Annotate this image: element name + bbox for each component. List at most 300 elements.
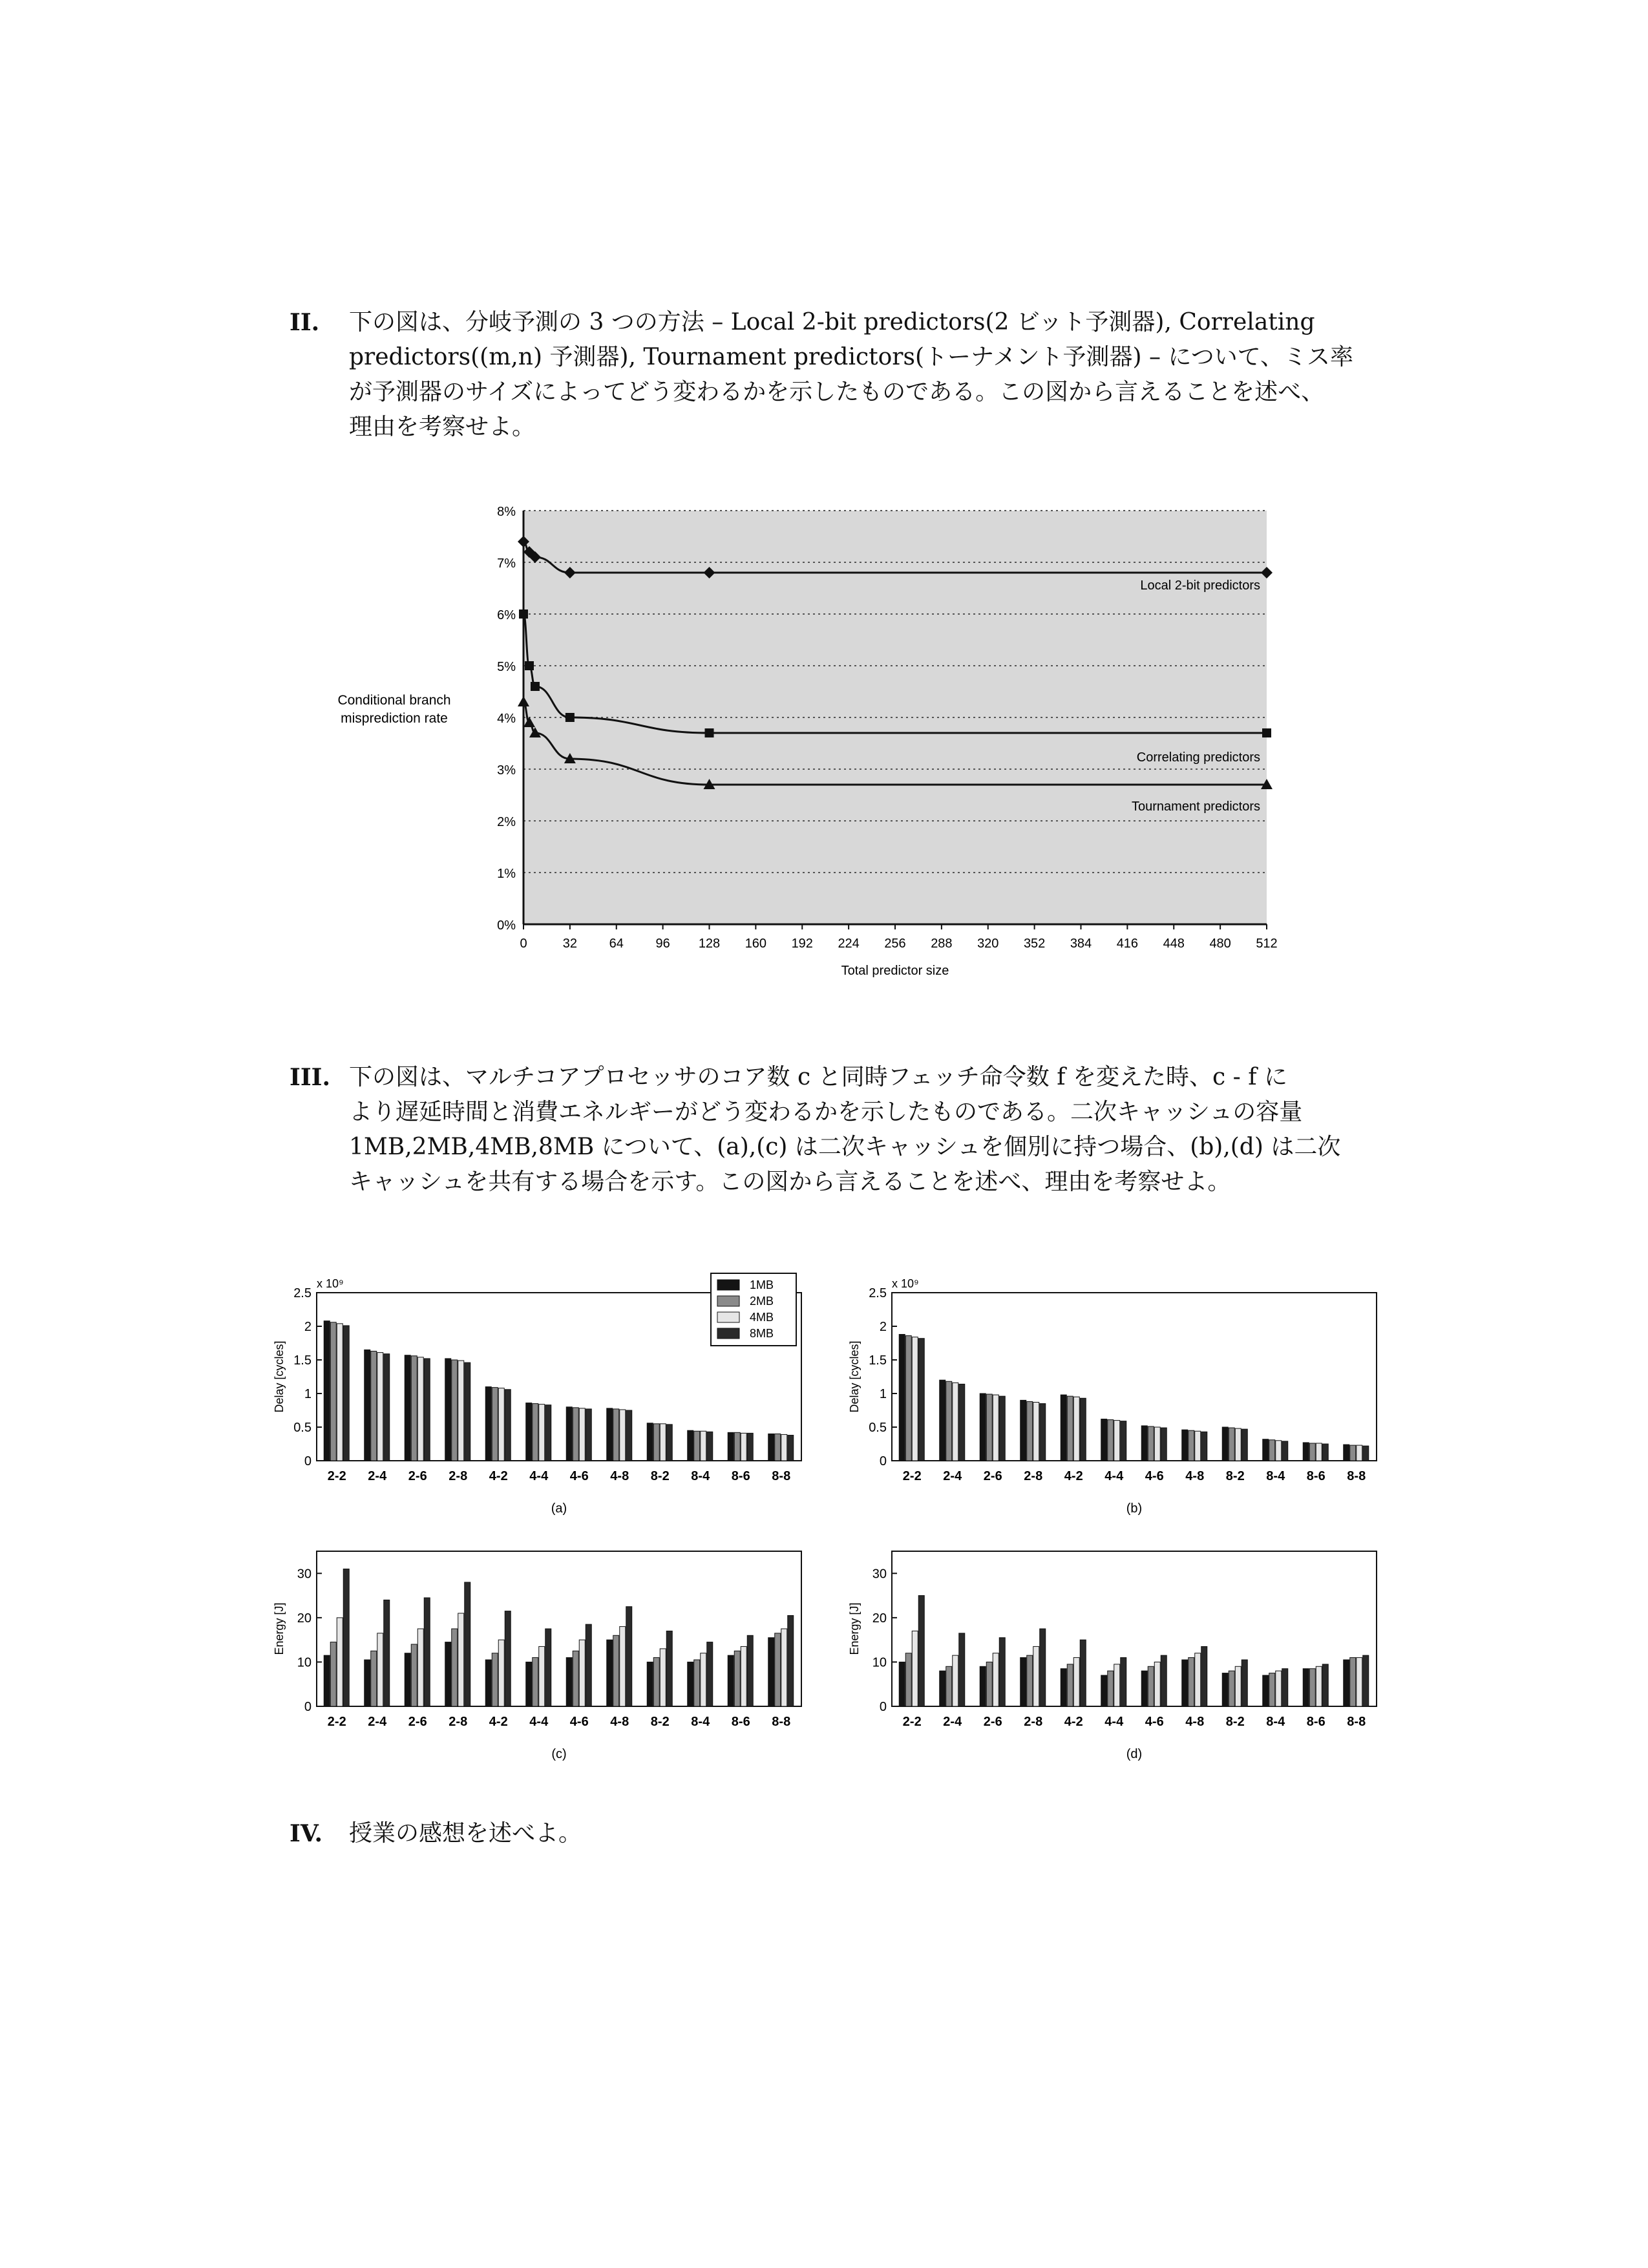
bar — [1201, 1432, 1207, 1461]
bar — [1363, 1446, 1369, 1461]
bar — [586, 1624, 591, 1706]
bar — [465, 1582, 470, 1706]
x-tick-label: 4-4 — [1104, 1469, 1124, 1483]
x-tick-label: 2-6 — [983, 1715, 1002, 1729]
bar — [1241, 1429, 1247, 1461]
bar — [666, 1425, 672, 1461]
x-tick-label: 2-4 — [943, 1469, 962, 1483]
bar — [445, 1642, 451, 1706]
legend-label: 8MB — [750, 1327, 774, 1340]
data-point — [531, 682, 540, 691]
legend-label: 4MB — [750, 1311, 774, 1324]
bar — [1033, 1403, 1039, 1461]
y-tick-label: 10 — [872, 1655, 887, 1670]
x-tick-label: 2-2 — [327, 1715, 346, 1729]
bar — [647, 1662, 653, 1706]
x-tick-label: 2-4 — [943, 1715, 962, 1729]
chart-caption: (b) — [1126, 1501, 1143, 1516]
bar — [694, 1660, 700, 1706]
legend-swatch — [717, 1328, 739, 1339]
bar — [1067, 1396, 1073, 1461]
bar — [337, 1618, 343, 1706]
bar — [485, 1387, 491, 1461]
y-tick-label: 0% — [497, 918, 516, 933]
bar — [728, 1432, 734, 1461]
bar — [539, 1404, 545, 1461]
y-tick-label: 3% — [497, 763, 516, 778]
bar — [417, 1629, 423, 1706]
y-tick-label: 20 — [872, 1611, 887, 1626]
x-tick-label: 8-2 — [650, 1469, 670, 1483]
x-tick-label: 2-8 — [1024, 1715, 1043, 1729]
bar — [1121, 1421, 1126, 1461]
bar — [688, 1430, 693, 1461]
bar — [579, 1640, 585, 1706]
bar — [1027, 1655, 1033, 1706]
bar — [647, 1423, 653, 1461]
legend-swatch — [717, 1296, 739, 1306]
bar — [775, 1633, 781, 1706]
bar — [485, 1660, 491, 1706]
bar — [999, 1396, 1005, 1461]
bar — [788, 1615, 794, 1706]
bar — [573, 1408, 578, 1461]
bar — [1101, 1675, 1107, 1706]
bar — [330, 1642, 336, 1706]
bar — [1101, 1419, 1107, 1461]
x-tick-label: 2-6 — [408, 1715, 427, 1729]
x-tick-label: 4-8 — [610, 1469, 629, 1483]
question-2 — [290, 305, 1388, 454]
delay-chart-shared — [834, 1267, 1402, 1525]
bar — [1073, 1397, 1079, 1461]
bar — [1073, 1658, 1079, 1706]
x-tick-label: 8-8 — [1347, 1469, 1366, 1483]
bar — [899, 1334, 905, 1461]
bar — [747, 1635, 753, 1706]
bar — [1080, 1640, 1086, 1706]
x-tick-label: 8-2 — [650, 1715, 670, 1729]
y-tick-label: 1 — [879, 1387, 887, 1401]
bar — [613, 1409, 619, 1461]
question-text: 授業の感想を述べよ。 — [349, 1820, 582, 1847]
x-tick-label: 448 — [1163, 937, 1185, 951]
bar — [465, 1362, 470, 1461]
bar — [701, 1431, 706, 1461]
x-tick-label: 8-4 — [691, 1715, 710, 1729]
x-tick-label: 8-4 — [691, 1469, 710, 1483]
bar — [660, 1424, 666, 1461]
bar — [940, 1671, 945, 1706]
bar — [533, 1404, 538, 1461]
bar — [741, 1646, 746, 1706]
bar — [1276, 1671, 1282, 1706]
x-tick-label: 4-4 — [1104, 1715, 1124, 1729]
data-point — [705, 728, 714, 737]
bar — [1357, 1445, 1362, 1461]
x-tick-label: 4-6 — [1145, 1715, 1164, 1729]
bar — [1141, 1426, 1147, 1461]
bar — [1344, 1660, 1349, 1706]
chart-caption: (c) — [551, 1747, 567, 1761]
x-tick-label: 4-6 — [1145, 1469, 1164, 1483]
bar — [959, 1633, 965, 1706]
bar — [343, 1326, 349, 1461]
bar — [986, 1394, 992, 1461]
x-tick-label: 320 — [977, 937, 999, 951]
y-axis-label: Delay [cycles] — [848, 1341, 861, 1413]
x-tick-label: 4-4 — [529, 1715, 549, 1729]
x-tick-label: 8-8 — [1347, 1715, 1366, 1729]
bar — [1114, 1664, 1120, 1706]
bar — [1235, 1666, 1241, 1706]
bar — [1195, 1653, 1201, 1706]
x-tick-label: 352 — [1023, 937, 1046, 951]
y-tick-label: 7% — [497, 556, 516, 571]
x-tick-label: 512 — [1256, 937, 1278, 951]
bar — [492, 1388, 498, 1461]
bar — [505, 1390, 511, 1461]
bar — [1154, 1662, 1160, 1706]
bar — [1121, 1658, 1126, 1706]
energy-chart-private — [259, 1525, 827, 1771]
question-number: III. — [290, 1064, 331, 1091]
question-text: 下の図は、分岐予測の 3 つの方法 – Local 2-bit predictors(2 ビット予測器), Correlating predictors((m,n) 予測器), Tournament predictors(トーナメント予測器) – について、ミス率 が予測器のサイズによってどう変わるかを示したものである。この図から言えることを述べ、 理由を考察せよ。 — [349, 309, 1354, 440]
bar — [620, 1410, 626, 1461]
data-point — [1262, 728, 1271, 737]
bar — [607, 1408, 613, 1461]
bar — [1316, 1443, 1322, 1461]
x-tick-label: 8-6 — [731, 1469, 750, 1483]
legend-label: 2MB — [750, 1295, 774, 1308]
bar — [1182, 1430, 1188, 1461]
bar — [405, 1653, 410, 1706]
bar — [707, 1432, 713, 1461]
bar — [1033, 1646, 1039, 1706]
x-tick-label: 480 — [1209, 937, 1231, 951]
question-4 — [290, 1816, 1388, 1855]
bar — [959, 1384, 965, 1461]
bar — [411, 1356, 417, 1461]
question-number: IV. — [290, 1820, 323, 1847]
bar — [364, 1350, 370, 1461]
bar — [1108, 1420, 1114, 1461]
x-tick-label: 8-2 — [1225, 1715, 1245, 1729]
y-tick-label: 0.5 — [293, 1421, 312, 1435]
x-tick-label: 4-2 — [489, 1715, 508, 1729]
y-tick-label: 30 — [297, 1567, 312, 1582]
y-tick-label: 0 — [879, 1700, 887, 1714]
bar — [788, 1435, 794, 1461]
bar — [586, 1409, 591, 1461]
bar — [1282, 1441, 1288, 1461]
bar — [666, 1631, 672, 1706]
bar — [1344, 1445, 1349, 1461]
bar — [545, 1405, 551, 1461]
bar — [1061, 1395, 1066, 1461]
y-tick-label: 0 — [304, 1454, 312, 1468]
x-tick-label: 416 — [1116, 937, 1139, 951]
delay-chart-private — [259, 1267, 827, 1525]
bar — [1222, 1673, 1228, 1706]
bar — [728, 1655, 734, 1706]
misprediction-line-chart — [284, 491, 1318, 982]
legend-swatch — [717, 1312, 739, 1322]
y-tick-label: 0 — [304, 1700, 312, 1714]
bar — [424, 1598, 430, 1706]
bar — [1357, 1658, 1362, 1706]
x-tick-label: 288 — [931, 937, 953, 951]
bar — [912, 1337, 918, 1461]
question-3 — [290, 1060, 1388, 1209]
bar — [899, 1662, 905, 1706]
bar — [1303, 1443, 1309, 1461]
bar — [1161, 1428, 1167, 1461]
x-tick-label: 4-6 — [569, 1715, 589, 1729]
bar — [371, 1351, 377, 1461]
bar — [999, 1638, 1005, 1706]
bar — [452, 1360, 458, 1461]
x-tick-label: 160 — [745, 937, 767, 951]
bar — [417, 1357, 423, 1461]
bar — [660, 1649, 666, 1706]
bar — [505, 1611, 511, 1706]
y-tick-label: 1.5 — [293, 1353, 312, 1368]
bar — [626, 1607, 632, 1706]
bar — [566, 1407, 572, 1461]
bar — [1154, 1427, 1160, 1461]
y-axis-label: Energy [J] — [273, 1602, 286, 1655]
bar — [337, 1324, 343, 1461]
y-axis-label: Delay [cycles] — [273, 1341, 286, 1413]
y-tick-label: 2% — [497, 815, 516, 829]
bar — [424, 1359, 430, 1461]
bar — [1061, 1669, 1066, 1706]
bar — [953, 1383, 958, 1461]
bar — [946, 1381, 952, 1461]
legend-label: 1MB — [750, 1278, 774, 1291]
x-tick-label: 2-8 — [1024, 1469, 1043, 1483]
bar — [781, 1629, 787, 1706]
scale-label: x 10⁹ — [317, 1277, 344, 1290]
y-tick-label: 8% — [497, 505, 516, 519]
bar — [1182, 1660, 1188, 1706]
bar — [1322, 1664, 1328, 1706]
bar — [1067, 1664, 1073, 1706]
bar — [1363, 1655, 1369, 1706]
bar — [1276, 1441, 1282, 1461]
bar — [986, 1662, 992, 1706]
bar — [1322, 1444, 1328, 1461]
x-tick-label: 4-2 — [1064, 1469, 1083, 1483]
bar — [1229, 1428, 1234, 1461]
bar — [452, 1629, 458, 1706]
bar — [364, 1660, 370, 1706]
bar — [1195, 1431, 1201, 1461]
bar — [781, 1434, 787, 1461]
y-axis-label: Conditional branch misprediction rate — [337, 693, 451, 726]
bar — [905, 1336, 911, 1461]
x-tick-label: 256 — [884, 937, 906, 951]
y-tick-label: 2.5 — [869, 1286, 887, 1300]
x-tick-label: 2-2 — [902, 1715, 922, 1729]
bar — [1148, 1426, 1154, 1461]
bar — [993, 1653, 998, 1706]
bar — [1188, 1658, 1194, 1706]
bar — [918, 1596, 924, 1706]
bar — [579, 1408, 585, 1461]
bar — [458, 1361, 464, 1461]
y-tick-label: 1 — [304, 1387, 312, 1401]
bar — [1148, 1666, 1154, 1706]
bar — [405, 1355, 410, 1461]
bar — [526, 1403, 532, 1461]
x-tick-label: 2-2 — [902, 1469, 922, 1483]
x-tick-label: 2-8 — [449, 1715, 468, 1729]
bar — [993, 1395, 998, 1461]
bar — [620, 1627, 626, 1706]
x-tick-label: 4-6 — [569, 1469, 589, 1483]
bar — [775, 1434, 781, 1461]
bar — [1309, 1669, 1315, 1706]
bar — [1269, 1440, 1275, 1461]
x-tick-label: 192 — [791, 937, 813, 951]
bar — [498, 1388, 504, 1461]
bar — [498, 1640, 504, 1706]
bar — [653, 1424, 659, 1461]
bar — [1040, 1629, 1046, 1706]
bar — [1201, 1646, 1207, 1706]
bar — [653, 1658, 659, 1706]
x-tick-label: 224 — [838, 937, 860, 951]
bar — [940, 1380, 945, 1461]
x-tick-label: 8-2 — [1225, 1469, 1245, 1483]
x-tick-label: 32 — [562, 937, 577, 951]
y-tick-label: 2 — [304, 1320, 312, 1334]
x-tick-label: 2-4 — [368, 1715, 387, 1729]
bar — [1108, 1671, 1114, 1706]
bar — [539, 1646, 545, 1706]
bar — [1222, 1427, 1228, 1461]
bar — [980, 1666, 986, 1706]
x-tick-label: 4-2 — [1064, 1715, 1083, 1729]
y-tick-label: 30 — [872, 1567, 887, 1582]
bar — [377, 1353, 383, 1461]
y-tick-label: 6% — [497, 608, 516, 622]
energy-chart-shared — [834, 1525, 1402, 1771]
bar — [492, 1653, 498, 1706]
bar — [953, 1655, 958, 1706]
bar — [747, 1433, 753, 1461]
bar — [1263, 1675, 1269, 1706]
bar — [371, 1651, 377, 1706]
bar — [1282, 1669, 1288, 1706]
bar — [980, 1394, 986, 1461]
bar — [1303, 1669, 1309, 1706]
y-tick-label: 10 — [297, 1655, 312, 1670]
y-tick-label: 2.5 — [293, 1286, 312, 1300]
bar — [1309, 1443, 1315, 1461]
x-tick-label: 2-6 — [408, 1469, 427, 1483]
y-tick-label: 2 — [879, 1320, 887, 1334]
bar — [1263, 1439, 1269, 1461]
bar — [768, 1638, 774, 1706]
bar — [445, 1359, 451, 1461]
y-tick-label: 20 — [297, 1611, 312, 1626]
bar — [734, 1432, 740, 1461]
x-axis-label: Total predictor size — [841, 964, 949, 978]
x-tick-label: 2-4 — [368, 1469, 387, 1483]
data-point — [519, 609, 528, 619]
bar — [526, 1662, 532, 1706]
bar — [545, 1629, 551, 1706]
bar — [626, 1410, 632, 1461]
x-tick-label: 2-8 — [449, 1469, 468, 1483]
bar — [1040, 1404, 1046, 1461]
y-tick-label: 0 — [879, 1454, 887, 1468]
bar — [1114, 1421, 1120, 1461]
x-tick-label: 8-6 — [1306, 1715, 1326, 1729]
bar — [566, 1658, 572, 1706]
x-tick-label: 0 — [520, 937, 527, 951]
bar — [607, 1640, 613, 1706]
bar — [701, 1653, 706, 1706]
bar — [324, 1655, 330, 1706]
question-number: II. — [290, 309, 320, 336]
x-tick-label: 8-4 — [1266, 1715, 1285, 1729]
question-text: 下の図は、マルチコアプロセッサのコア数 c と同時フェッチ命令数 f を変えた時、c - f に より遅延時間と消費エネルギーがどう変わるかを示したものである。二次キャッシュの容量 1MB,2MB,4MB,8MB について、(a),(c) は二次キャッシュを個別に持つ場合、(b),(d) は二次 キャッシュを共有する場合を示す。この図から言えることを述べ、理由を考察せよ。 — [349, 1064, 1341, 1195]
x-tick-label: 8-4 — [1266, 1469, 1285, 1483]
legend-swatch — [717, 1280, 739, 1290]
bar — [1080, 1398, 1086, 1461]
chart-caption: (d) — [1126, 1747, 1143, 1761]
data-point — [565, 713, 575, 722]
data-point — [525, 661, 534, 670]
y-tick-label: 0.5 — [869, 1421, 887, 1435]
bar — [330, 1322, 336, 1461]
bar — [1188, 1430, 1194, 1461]
x-tick-label: 4-8 — [1185, 1715, 1205, 1729]
scale-label: x 10⁹ — [892, 1277, 919, 1290]
x-tick-label: 8-8 — [772, 1715, 791, 1729]
x-tick-label: 64 — [609, 937, 624, 951]
bar — [533, 1658, 538, 1706]
bar — [458, 1613, 464, 1706]
bar — [377, 1633, 383, 1706]
bar — [1269, 1673, 1275, 1706]
bar — [734, 1651, 740, 1706]
x-tick-label: 8-6 — [731, 1715, 750, 1729]
bar — [573, 1651, 578, 1706]
bar — [1350, 1658, 1356, 1706]
bar — [343, 1569, 349, 1706]
bar — [1229, 1671, 1234, 1706]
x-tick-label: 4-4 — [529, 1469, 549, 1483]
bar — [613, 1635, 619, 1706]
bar — [1350, 1445, 1356, 1461]
x-tick-label: 8-6 — [1306, 1469, 1326, 1483]
bar — [384, 1354, 390, 1461]
x-tick-label: 2-2 — [327, 1469, 346, 1483]
bar — [1020, 1658, 1026, 1706]
x-tick-label: 4-8 — [610, 1715, 629, 1729]
bar — [1020, 1400, 1026, 1461]
y-tick-label: 1% — [497, 867, 516, 881]
bar — [912, 1631, 918, 1706]
bar — [688, 1662, 693, 1706]
bar — [741, 1433, 746, 1461]
x-tick-label: 384 — [1070, 937, 1092, 951]
